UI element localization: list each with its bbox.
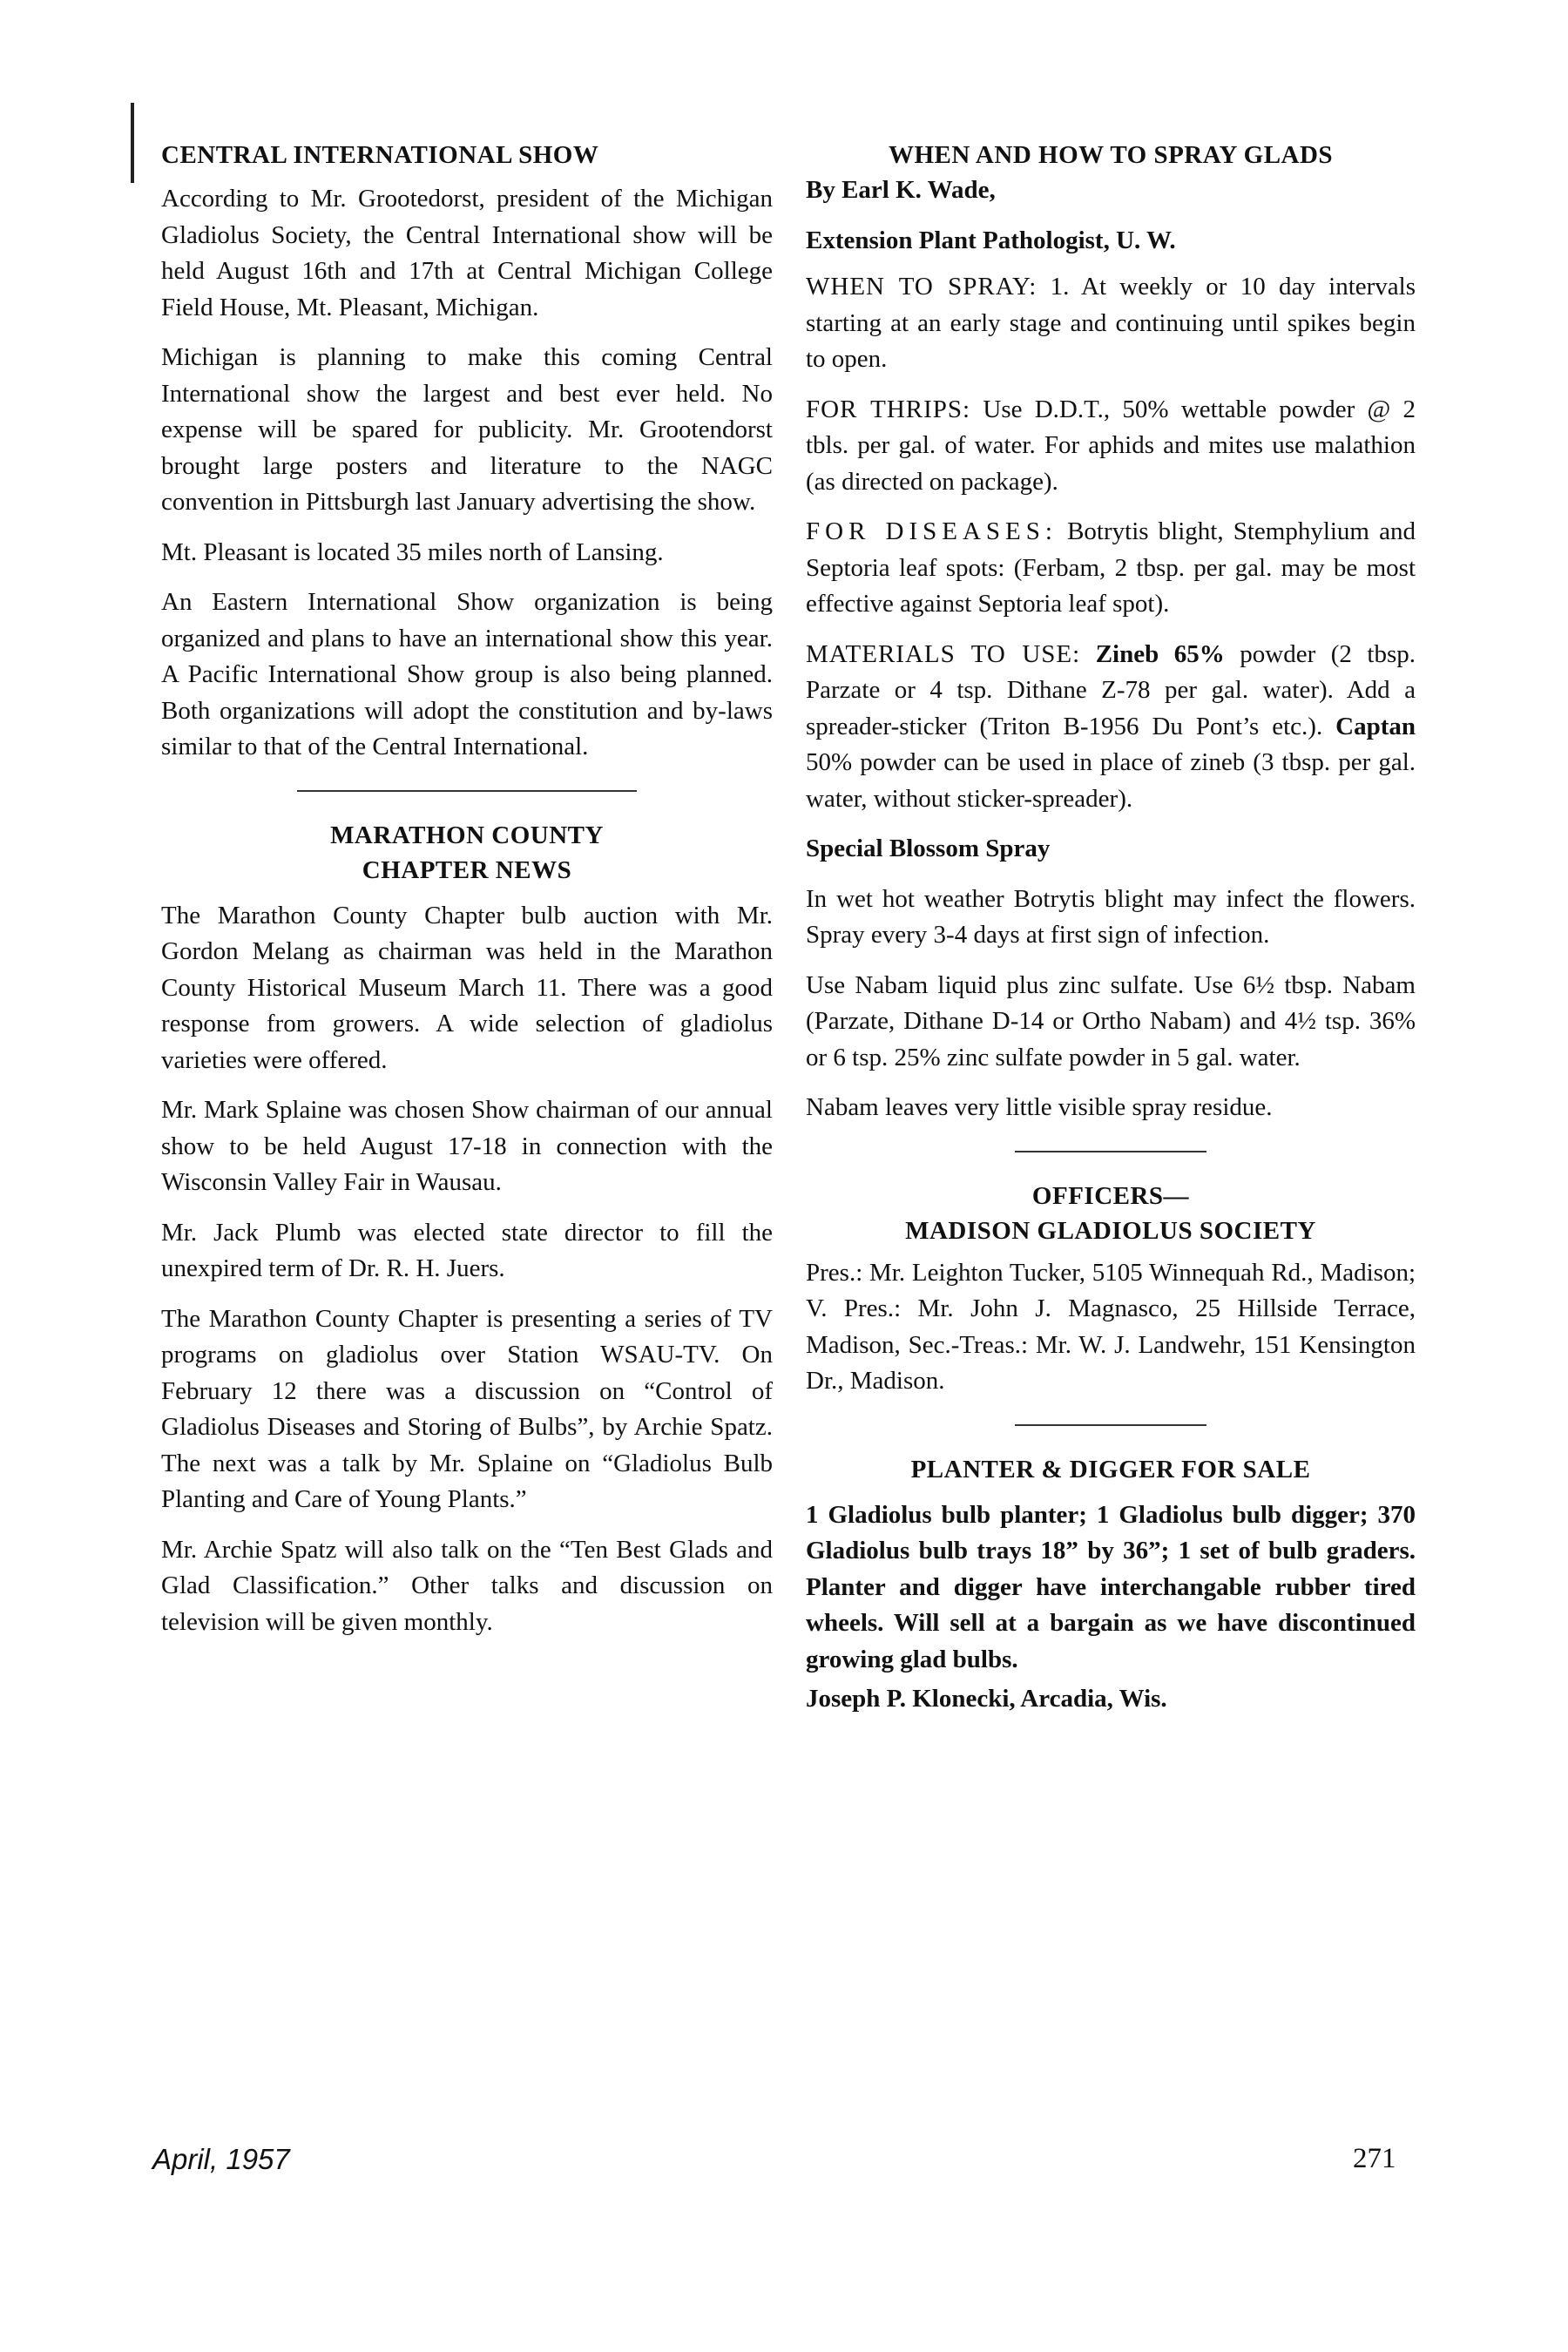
when-text: 1. At weekly or 10 day intervals starting at an early stage and continuing until spikes begin to open. xyxy=(806,273,1416,373)
thrips-label: FOR THRIPS: xyxy=(806,395,971,423)
marathon-paragraph: Mr. Mark Splaine was chosen Show chairman of our annual show to be held August 17-18 in connection with the Wisconsin Valley Fair in Wausau. xyxy=(161,1096,773,1196)
when-label: WHEN TO SPRAY: xyxy=(806,273,1037,301)
materials-label: MATERIALS TO USE: xyxy=(806,639,1081,668)
central-paragraph: According to Mr. Grootedorst, president of the Michigan Gladiolus Society, the Central International show will be held August 16th and 17th at Central Michigan College Field House, Mt. Pleasant, Michigan. xyxy=(161,185,773,321)
marathon-paragraph: Mr. Archie Spatz will also talk on the “Ten Best Glads and Glad Classification.” Other talks and discussion on television will be given monthly. xyxy=(161,1535,773,1636)
diseases-label: FOR DISEASES: xyxy=(806,517,1058,545)
section-divider xyxy=(1015,1424,1206,1426)
marathon-title-line1: MARATHON COUNTY xyxy=(330,821,604,849)
captan-bold: Captan xyxy=(1335,712,1416,740)
diseases-paragraph xyxy=(806,514,1416,623)
blossom-paragraph: Use Nabam liquid plus zinc sulfate. Use 6½ tbsp. Nabam (Parzate, Dithane D-14 or Ortho Nabam) and 4½ tsp. 36% or 6 tsp. 25% zinc sulfate powder in 5 gal. water. xyxy=(806,970,1416,1071)
issue-date: April, 1957 xyxy=(152,2143,290,2175)
for-sale-text: 1 Gladiolus bulb planter; 1 Gladiolus bulb digger; 370 Gladiolus bulb trays 18” by 36”; 1 set of bulb graders. Planter and digger have interchangable rubber tired wheels. Will sell at a bargain as we have discontinued growing glad bulbs. xyxy=(806,1500,1416,1673)
central-show-title: CENTRAL INTERNATIONAL SHOW xyxy=(161,141,599,169)
marathon-paragraph: Mr. Jack Plumb was elected state director to fill the unexpired term of Dr. R. H. Juers. xyxy=(161,1218,773,1282)
spray-glads-article xyxy=(806,138,1416,1126)
diseases-text: Botrytis blight, Stemphylium and Septoria leaf spots: (Ferbam, 2 tbsp. per gal. may be most effective against Septoria leaf spot). xyxy=(806,517,1416,618)
right-column xyxy=(806,138,1416,1732)
margin-rule xyxy=(131,103,134,183)
blossom-spray-title: Special Blossom Spray xyxy=(806,835,1051,862)
marathon-paragraph: The Marathon County Chapter bulb auction with Mr. Gordon Melang as chairman was held in the Marathon County Historical Museum March 11. There was a good response from growers. A wide selection of gladiolus varieties were offered. xyxy=(161,901,773,1074)
central-paragraph: Michigan is planning to make this coming Central International show the largest and best ever held. No expense will be spared for publicity. Mr. Grootendorst brought large posters and literature to the NAGC convention in Pittsburgh last January advertising the show. xyxy=(161,343,773,516)
left-column xyxy=(161,138,773,1654)
marathon-paragraph: The Marathon County Chapter is presenting a series of TV programs on gladiolus over Station WSAU-TV. On February 12 there was a discussion on “Control of Gladiolus Diseases and Storing of Bulbs”, by Archie Spatz. The next was a talk by Mr. Splaine on “Gladiolus Bulb Planting and Care of Young Plants.” xyxy=(161,1304,773,1513)
page-number: 271 xyxy=(1353,2143,1396,2174)
marathon-title-line2: CHAPTER NEWS xyxy=(362,855,572,884)
spray-title: WHEN AND HOW TO SPRAY GLADS xyxy=(888,141,1334,169)
central-paragraph: Mt. Pleasant is located 35 miles north of Lansing. xyxy=(161,537,664,566)
blossom-paragraph: In wet hot weather Botrytis blight may infect the flowers. Spray every 3-4 days at first sign of infection. xyxy=(806,884,1416,949)
materials-bold: Zineb 65% xyxy=(1080,639,1225,668)
central-international-article xyxy=(161,138,773,766)
section-divider xyxy=(1015,1151,1206,1152)
officers-title-line1: OFFICERS— xyxy=(1031,1181,1190,1210)
captan-text: 50% powder can be used in place of zineb (3 tbsp. per gal. water, without sticker-spreader). xyxy=(806,748,1416,813)
when-to-spray-paragraph xyxy=(806,269,1416,378)
thrips-text: Use D.D.T., 50% wettable powder @ 2 tbls. per gal. of water. For aphids and mites use malathion (as directed on package). xyxy=(806,395,1416,496)
for-sale-title: PLANTER & DIGGER FOR SALE xyxy=(910,1455,1311,1484)
byline-author: By Earl K. Wade, xyxy=(806,176,996,204)
section-divider xyxy=(297,790,637,792)
byline-title: Extension Plant Pathologist, U. W. xyxy=(806,226,1176,254)
thrips-paragraph xyxy=(806,392,1416,501)
marathon-county-article xyxy=(161,818,773,1641)
materials-paragraph xyxy=(806,637,1416,818)
officers-text: Pres.: Mr. Leighton Tucker, 5105 Winnequah Rd., Madison; V. Pres.: Mr. John J. Magnasco, 25 Hillside Terrace, Madison, Sec.-Treas.: Mr. W. J. Landwehr, 151 Kensington Dr., Madison. xyxy=(806,1258,1416,1395)
seller-signature: Joseph P. Klonecki, Arcadia, Wis. xyxy=(806,1685,1167,1713)
central-paragraph: An Eastern International Show organization is being organized and plans to have an international show this year. A Pacific International Show group is also being planned. Both organizations will adopt the constitution and by-laws similar to that of the Central International. xyxy=(161,588,773,760)
materials-text: powder (2 tbsp. Parzate or 4 tsp. Dithane Z-78 per gal. water). Add a spreader-sticker (Triton B-1956 Du Pont’s etc.). xyxy=(806,639,1416,740)
officers-title-line2: MADISON GLADIOLUS SOCIETY xyxy=(905,1216,1316,1245)
for-sale-article xyxy=(806,1452,1416,1718)
officers-article xyxy=(806,1179,1416,1400)
blossom-paragraph: Nabam leaves very little visible spray residue. xyxy=(806,1093,1273,1121)
